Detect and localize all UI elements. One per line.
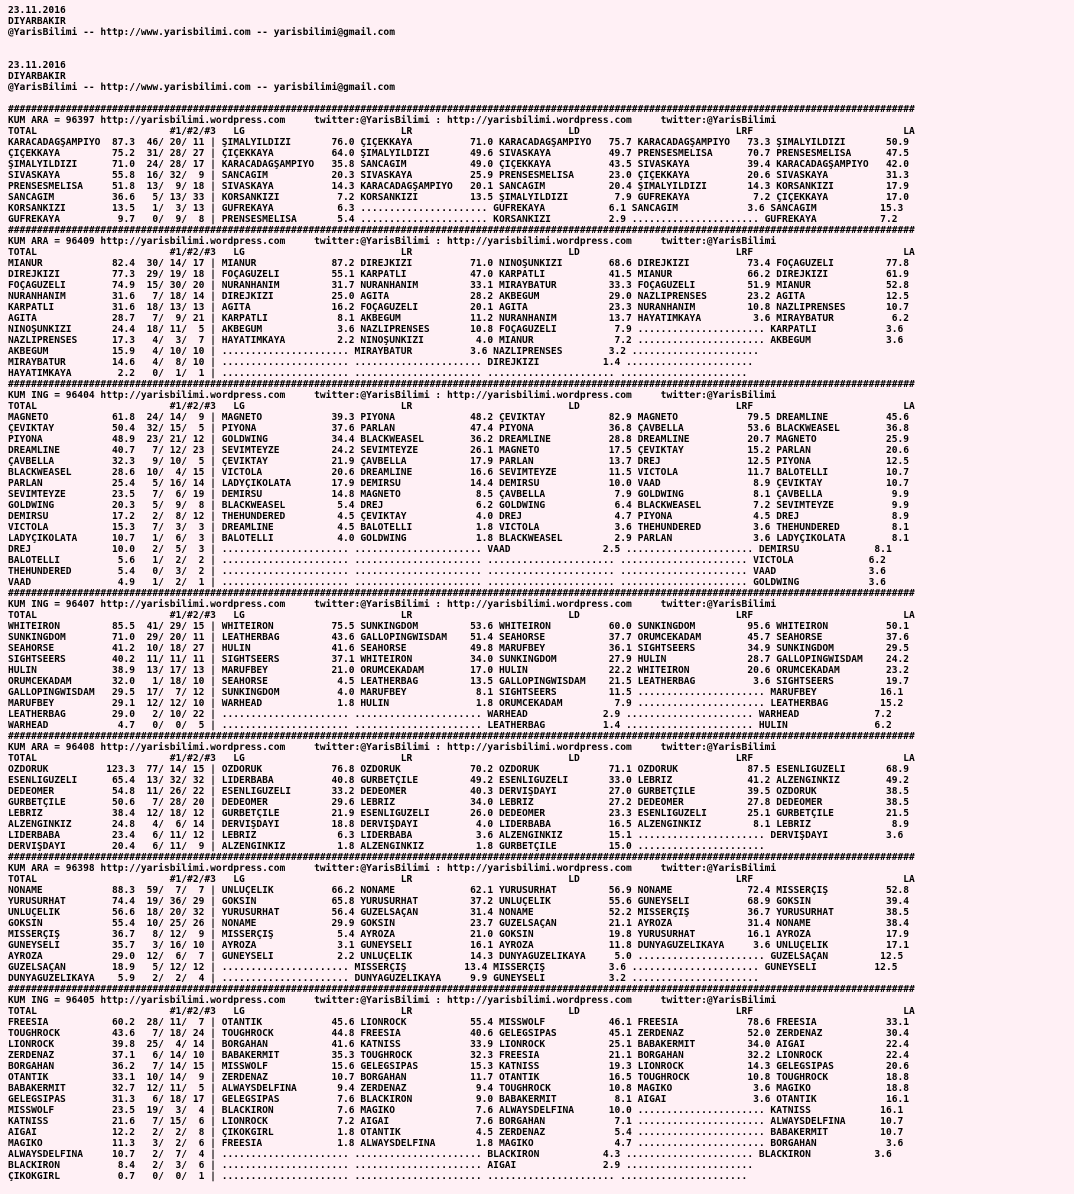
- table-row: AKBEGÜM 15.9 4/ 10/ 10 | ...................... MIRAYBATUR 3.6 NAZLIPRENSES 3.2 ......................: [8, 346, 759, 357]
- column-header: TOTAL #1/#2/#3 LG LR LD LRF LA: [8, 247, 915, 258]
- table-row: ÇEVİKTAY 50.4 32/ 15/ 5 | PIYONA 37.6 PARLAN 47.4 PIYONA 36.8 ÇAVBELLA 53.6 BLACKWEASEL 36.8: [8, 423, 910, 434]
- table-row: KARACADAĞŞAMPİYO 87.3 46/ 20/ 11 | ŞIMALYILDIZI 76.0 ÇİÇEKKAYA 71.0 KARACADAĞŞAMPİYO 75.7 KARACADAĞŞAMPİYO 73.3 ŞIMALYILDIZI 50.9: [8, 137, 910, 148]
- table-row: ÇİÇEKKAYA 75.2 31/ 28/ 27 | ÇİÇEKKAYA 64.0 ŞIMALYILDIZI 49.6 SIVASKAYA 49.7 PRENSESMELİSA 70.7 PRENSESMELİSA 47.5: [8, 148, 910, 159]
- table-row: ALZENGİNKIZ 24.8 4/ 6/ 14 | DERVİŞDAYI 18.8 DERVİŞDAYI 4.0 LİDERBABA 16.5 ALZENGİNKIZ 8.1 LEBRİZ 8.9: [8, 819, 910, 830]
- table-row: MAGNETO 61.8 24/ 14/ 9 | MAGNETO 39.3 PIYONA 48.2 ÇEVİKTAY 82.9 MAGNETO 79.5 DREAMLINE 45.6: [8, 412, 910, 423]
- table-row: ÇAVBELLA 32.3 9/ 10/ 5 | ÇEVİKTAY 21.9 ÇAVBELLA 17.9 PARLAN 13.7 DREJ 12.5 PIYONA 12.5: [8, 456, 910, 467]
- column-header: TOTAL #1/#2/#3 LG LR LD LRF LA: [8, 610, 915, 621]
- separator-line: #############################################################################################################################################################: [8, 588, 915, 599]
- table-row: HAYATIMKAYA 2.2 0/ 1/ 1 | ...................... ...................... ...................... ......................: [8, 368, 748, 379]
- race-title: KUM ARA = 96398 http://yarisbilimi.wordpress.com twitter:@YarisBilimi : http://yarisbilimi.wordpress.com twitter:@YarisBilimi: [8, 863, 777, 874]
- separator-line: #############################################################################################################################################################: [8, 379, 915, 390]
- table-row: PARLAN 25.4 5/ 16/ 14 | LADYÇİKOLATA 17.9 DEMİRSU 14.4 DEMİRSU 10.0 VAAD 8.9 ÇEVİKTAY 10.7: [8, 478, 910, 489]
- table-row: SANCAGIM 36.6 5/ 13/ 33 | KORSANKIZI 7.2 KORSANKIZI 13.5 ŞIMALYILDIZI 7.9 GUFREKAYA 7.2 ÇİÇEKKAYA 17.0: [8, 192, 910, 203]
- table-row: HULİN 38.9 13/ 17/ 13 | MARUFBEY 21.0 ÖRÜMCEKADAM 17.0 HULİN 22.2 WHITEIRON 20.6 ÖRÜMCEKADAM 23.2: [8, 665, 910, 676]
- table-row: SUNKINGDOM 71.0 29/ 20/ 11 | LEATHERBAG 43.6 GALLOPINGWISDAM 51.4 SEAHORSE 37.7 ÖRÜMCEKADAM 45.7 SEAHORSE 37.6: [8, 632, 910, 643]
- table-row: ÇİKOKGIRL 0.7 0/ 0/ 1 | ...................... ...................... ...................... ......................: [8, 1171, 748, 1182]
- table-row: GÜZELSAÇAN 18.9 5/ 12/ 12 | ...................... MİSSERÇİŞ 13.4 MİSSERÇİŞ 3.6 ...................... GÜNEYSELİ 12.5: [8, 962, 898, 973]
- table-row: MARUFBEY 29.1 12/ 12/ 10 | WARHEAD 1.8 HULİN 1.8 ÖRÜMCEKADAM 7.9 ...................... LEATHERBAG 15.2: [8, 698, 904, 709]
- table-row: AIGAI 12.2 2/ 2/ 8 | ÇİKOKGIRL 1.8 OTANTİK 4.5 ZERDENAZ 5.4 ...................... BABAKERMİT 10.7: [8, 1127, 904, 1138]
- table-row: LEATHERBAG 29.0 2/ 10/ 22 | ...................... ...................... WARHEAD 2.9 ...................... WARHEAD 7.2: [8, 709, 892, 720]
- race-table: [8, 379, 1074, 588]
- table-row: GALLOPINGWISDAM 29.5 17/ 7/ 12 | SUNKINGDOM 4.0 MARUFBEY 8.1 SIGHTSEERS 11.5 ...................... MARUFBEY 16.1: [8, 687, 904, 698]
- table-row: NAZLIPRENSES 17.3 4/ 3/ 7 | HAYATIMKAYA 2.2 NINOŞUNKIZI 4.0 MIANUR 7.2 ...................... AKBEGÜM 3.6: [8, 335, 904, 346]
- separator-line: #############################################################################################################################################################: [8, 731, 915, 742]
- table-row: TOUGHROCK 43.6 7/ 18/ 24 | TOUGHROCK 44.8 FREESIA 40.6 GELEGSIPAS 45.1 ZERDENAZ 52.0 ZERDENAZ 30.4: [8, 1028, 910, 1039]
- column-header: TOTAL #1/#2/#3 LG LR LD LRF LA: [8, 126, 915, 137]
- table-row: MISSWOLF 23.5 19/ 3/ 4 | BLACKIRON 7.6 MAGİKO 7.6 ALWAYSDELFİNA 10.0 ...................... KATNİSS 16.1: [8, 1105, 904, 1116]
- table-row: AGİTA 28.7 7/ 9/ 21 | KARPATLI 8.1 AKBEGÜM 11.2 NURANHANIM 13.7 HAYATIMKAYA 3.6 MIRAYBATUR 6.2: [8, 313, 910, 324]
- blank-line: [8, 38, 1074, 49]
- table-row: PRENSESMELİSA 51.8 13/ 9/ 18 | SIVASKAYA 14.3 KARACADAĞŞAMPİYO 20.1 SANCAGIM 20.4 ŞIMALYILDIZI 14.3 KORSANKIZI 17.9: [8, 181, 910, 192]
- table-row: GÜNEYSELİ 35.7 3/ 16/ 10 | AYROZA 3.1 GÜNEYSELİ 16.1 AYROZA 11.8 DÜNYAGÜZELİKAYA 3.6 ÜNLÜÇELİK 17.1: [8, 940, 910, 951]
- table-row: ALWAYSDELFİNA 10.7 2/ 7/ 4 | ...................... ...................... BLACKIRON 4.3 ...................... BLACKIRON 3.6: [8, 1149, 892, 1160]
- table-row: GOLDWING 20.3 5/ 9/ 8 | BLACKWEASEL 5.4 DREJ 6.2 GOLDWING 6.4 BLACKWEASEL 7.2 SEVİMTEYZE 9.9: [8, 500, 910, 511]
- race-title: KUM ING = 96405 http://yarisbilimi.wordpress.com twitter:@YarisBilimi : http://yarisbilimi.wordpress.com twitter:@YarisBilimi: [8, 995, 777, 1006]
- table-row: DREJ 10.0 2/ 5/ 3 | ...................... ...................... VAAD 2.5 ...................... DEMİRSU 8.1: [8, 544, 892, 555]
- table-row: VAAD 4.9 1/ 2/ 1 | ...................... ...................... ...................... ...................... GOLDWING 3.6: [8, 577, 886, 588]
- race-title: KUM ING = 96407 http://yarisbilimi.wordpress.com twitter:@YarisBilimi : http://yarisbilimi.wordpress.com twitter:@YarisBilimi: [8, 599, 777, 610]
- table-row: GURBETÇİLE 50.6 7/ 28/ 20 | DEDEÖMER 29.6 LEBRİZ 34.0 LEBRİZ 27.2 DEDEÖMER 27.8 DEDEÖMER 38.5: [8, 797, 910, 808]
- table-row: LIONROCK 39.8 25/ 4/ 14 | BORGAHAN 41.6 KATNİSS 33.9 LIONROCK 25.1 BABAKERMİT 34.0 AIGAI 22.4: [8, 1039, 910, 1050]
- column-header: TOTAL #1/#2/#3 LG LR LD LRF LA: [8, 1006, 915, 1017]
- table-row: MİSSERÇİŞ 36.7 8/ 12/ 9 | MİSSERÇİŞ 5.4 AYROZA 21.0 GOKSİN 19.8 YURUSURHAT 16.1 AYROZA 17.9: [8, 929, 910, 940]
- table-row: DERVİŞDAYI 20.4 6/ 11/ 9 | ALZENGİNKIZ 1.8 ALZENGİNKIZ 1.8 GURBETÇİLE 15.0 ......................: [8, 841, 765, 852]
- race-table: [8, 852, 1074, 984]
- table-row: VICTOLA 15.3 7/ 3/ 3 | DREAMLINE 4.5 BALOTELLI 1.8 VICTOLA 3.6 THEHUNDERED 3.6 THEHUNDERED 8.1: [8, 522, 910, 533]
- table-row: DREAMLINE 40.7 7/ 12/ 23 | SEVİMTEYZE 24.2 SEVİMTEYZE 26.1 MAGNETO 17.5 ÇEVİKTAY 15.2 PARLAN 20.6: [8, 445, 910, 456]
- table-row: SEVİMTEYZE 23.5 7/ 6/ 19 | DEMİRSU 14.8 MAGNETO 8.5 ÇAVBELLA 7.9 GOLDWING 8.1 ÇAVBELLA 9.9: [8, 489, 910, 500]
- table-row: THEHUNDERED 5.4 0/ 3/ 2 | ...................... ...................... ...................... ...................... VAAD 3.6: [8, 566, 886, 577]
- table-row: NINOŞUNKIZI 24.4 18/ 11/ 5 | AKBEGÜM 3.6 NAZLIPRENSES 10.8 FOÇAGÜZELİ 7.9 ...................... KARPATLI 3.6: [8, 324, 904, 335]
- column-header: TOTAL #1/#2/#3 LG LR LD LRF LA: [8, 874, 915, 885]
- table-row: BLACKWEASEL 28.6 10/ 4/ 15 | VICTOLA 20.6 DREAMLINE 16.6 SEVİMTEYZE 11.5 VICTOLA 11.7 BALOTELLI 10.7: [8, 467, 910, 478]
- table-row: DÜNYAGÜZELİKAYA 5.9 2/ 2/ 4 | ...................... DÜNYAGÜZELİKAYA 9.9 GÜNEYSELİ 3.2 ......................: [8, 973, 759, 984]
- race-tables: [8, 104, 1074, 1182]
- race-table: [8, 104, 1074, 225]
- table-row: GUFREKAYA 9.7 0/ 9/ 8 | PRENSESMELİSA 5.4 ...................... KORSANKIZI 2.9 ...................... GUFREKAYA 7.2: [8, 214, 898, 225]
- table-row: WARHEAD 4.7 0/ 0/ 5 | ...................... ...................... LEATHERBAG 1.4 ...................... HULİN 6.2: [8, 720, 892, 731]
- table-row: WHITEIRON 85.5 41/ 29/ 15 | WHITEIRON 75.5 SUNKINGDOM 53.6 WHITEIRON 60.0 SUNKINGDOM 95.6 WHITEIRON 50.1: [8, 621, 910, 632]
- table-row: BABAKERMİT 32.7 12/ 11/ 5 | ALWAYSDELFİNA 9.4 ZERDENAZ 9.4 TOUGHROCK 10.8 MAGİKO 3.6 MAGİKO 18.8: [8, 1083, 910, 1094]
- table-row: LEBRİZ 38.4 12/ 18/ 12 | GURBETÇİLE 21.9 ESENLİGÜZELİ 26.0 DEDEÖMER 23.3 ESENLİGÜZELİ 25.1 GURBETÇİLE 21.5: [8, 808, 910, 819]
- table-row: KORSANKIZI 13.5 1/ 3/ 13 | GUFREKAYA 6.3 ...................... GUFREKAYA 6.1 SANCAGIM 3.6 SANCAGIM 15.3: [8, 203, 904, 214]
- table-row: ESENLİGÜZELİ 65.4 13/ 32/ 32 | LİDERBABA 40.8 GURBETÇİLE 49.2 ESENLİGÜZELİ 33.0 LEBRİZ 41.2 ALZENGİNKIZ 49.2: [8, 775, 910, 786]
- race-table: [8, 588, 1074, 731]
- race-table: [8, 731, 1074, 852]
- table-row: PIYONA 48.9 23/ 21/ 12 | GOLDWING 34.4 BLACKWEASEL 36.2 DREAMLINE 28.8 DREAMLINE 20.7 MAGNETO 25.9: [8, 434, 910, 445]
- contact-line: @YarisBilimi -- http://www.yarisbilimi.com -- yarisbilimi@gmail.com: [8, 82, 395, 93]
- table-row: KARPATLI 31.6 18/ 13/ 13 | AGİTA 16.2 FOÇAGÜZELİ 20.1 AGİTA 23.3 NURANHANIM 10.8 NAZLIPRENSES 10.7: [8, 302, 910, 313]
- table-row: BLACKIRON 8.4 2/ 3/ 6 | ...................... ...................... AIGAI 2.9 ......................: [8, 1160, 754, 1171]
- table-row: NURANHANIM 31.6 7/ 18/ 14 | DIREJKIZI 25.0 AGİTA 28.2 AKBEGÜM 29.0 NAZLIPRENSES 23.2 AGİTA 12.5: [8, 291, 910, 302]
- table-row: MIANUR 82.4 30/ 14/ 17 | MIANUR 87.2 DIREJKIZI 71.0 NINOŞUNKIZI 68.6 DIREJKIZI 73.4 FOÇAGÜZELİ 77.8: [8, 258, 910, 269]
- table-row: SIGHTSEERS 40.2 11/ 11/ 11 | SIGHTSEERS 37.1 WHITEIRON 34.0 SUNKINGDOM 27.9 HULİN 28.7 GALLOPINGWISDAM 24.2: [8, 654, 910, 665]
- separator-line: #############################################################################################################################################################: [8, 225, 915, 236]
- separator-line: #############################################################################################################################################################: [8, 984, 915, 995]
- race-title: KUM ARA = 96397 http://yarisbilimi.wordpress.com twitter:@YarisBilimi : http://yarisbilimi.wordpress.com twitter:@YarisBilimi: [8, 115, 777, 126]
- table-row: GELEGSIPAS 31.3 6/ 18/ 17 | GELEGSIPAS 7.6 BLACKIRON 9.0 BABAKERMİT 8.1 AIGAI 3.6 OTANTİK 16.1: [8, 1094, 910, 1105]
- separator-line: #############################################################################################################################################################: [8, 104, 915, 115]
- column-header: TOTAL #1/#2/#3 LG LR LD LRF LA: [8, 753, 915, 764]
- table-row: MIRAYBATUR 14.6 4/ 8/ 10 | ...................... ...................... DIREJKIZI 1.4 ......................: [8, 357, 754, 368]
- separator-line: #############################################################################################################################################################: [8, 852, 915, 863]
- table-row: FREESIA 60.2 28/ 11/ 7 | OTANTİK 45.6 LIONROCK 55.4 MISSWOLF 46.1 FREESIA 78.6 FREESIA 33.1: [8, 1017, 910, 1028]
- race-table: [8, 984, 1074, 1182]
- table-row: BORGAHAN 36.2 7/ 14/ 15 | MISSWOLF 15.6 GELEGSIPAS 15.3 KATNİSS 19.3 LIONROCK 14.3 GELEGSIPAS 20.6: [8, 1061, 910, 1072]
- table-row: SIVASKAYA 55.8 16/ 32/ 9 | SANCAGIM 20.3 SIVASKAYA 25.9 PRENSESMELİSA 23.0 ÇİÇEKKAYA 20.6 SIVASKAYA 31.3: [8, 170, 910, 181]
- table-row: BALOTELLI 5.6 1/ 2/ 2 | ...................... ...................... ...................... ...................... VICTOLA 6.2: [8, 555, 886, 566]
- table-row: ÖRÜMCEKADAM 32.0 1/ 18/ 10 | SEAHORSE 4.5 LEATHERBAG 13.5 GALLOPINGWISDAM 21.5 LEATHERBAG 3.6 SIGHTSEERS 19.7: [8, 676, 910, 687]
- contact-line: @YarisBilimi -- http://www.yarisbilimi.com -- yarisbilimi@gmail.com: [8, 27, 395, 38]
- column-header: TOTAL #1/#2/#3 LG LR LD LRF LA: [8, 401, 915, 412]
- race-title: KUM ING = 96404 http://yarisbilimi.wordpress.com twitter:@YarisBilimi : http://yarisbilimi.wordpress.com twitter:@YarisBilimi: [8, 390, 777, 401]
- table-row: AYROZA 29.0 12/ 6/ 7 | GÜNEYSELİ 2.2 ÜNLÜÇELİK 14.3 DÜNYAGÜZELİKAYA 5.0 ...................... GÜZELSAÇAN 12.5: [8, 951, 904, 962]
- header-block-2: [8, 60, 1074, 93]
- table-row: DIREJKIZI 77.3 29/ 19/ 18 | FOÇAGÜZELİ 55.1 KARPATLI 47.0 KARPATLI 41.5 MIANUR 66.2 DIREJKIZI 61.9: [8, 269, 910, 280]
- table-row: NONAME 88.3 59/ 7/ 7 | ÜNLÜÇELİK 66.2 NONAME 62.1 YURUSURHAT 56.9 NONAME 72.4 MİSSERÇİŞ 52.8: [8, 885, 910, 896]
- table-row: ZERDENAZ 37.1 6/ 14/ 10 | BABAKERMİT 35.3 TOUGHROCK 32.3 FREESIA 21.1 BORGAHAN 32.2 LIONROCK 22.4: [8, 1050, 910, 1061]
- blank-line: [8, 49, 1074, 60]
- table-row: OTANTİK 33.1 10/ 14/ 9 | ZERDENAZ 10.7 BORGAHAN 11.7 OTANTİK 16.5 TOUGHROCK 10.8 TOUGHROCK 18.8: [8, 1072, 910, 1083]
- race-table: [8, 225, 1074, 379]
- table-row: LİDERBABA 23.4 6/ 11/ 12 | LEBRİZ 6.3 LİDERBABA 3.6 ALZENGİNKIZ 15.1 ...................... DERVİŞDAYI 3.6: [8, 830, 904, 841]
- table-row: KATNİSS 21.6 7/ 15/ 6 | LIONROCK 7.2 AIGAI 7.6 BORGAHAN 7.1 ...................... ALWAYSDELFİNA 10.7: [8, 1116, 904, 1127]
- table-row: GOKSİN 55.4 10/ 25/ 26 | NONAME 29.9 GOKSİN 23.7 GÜZELSAÇAN 21.1 AYROZA 31.4 NONAME 38.4: [8, 918, 910, 929]
- table-row: ŞIMALYILDIZI 71.0 24/ 28/ 17 | KARACADAĞŞAMPİYO 35.8 SANCAGIM 49.0 ÇİÇEKKAYA 43.5 SIVASKAYA 39.4 KARACADAĞŞAMPİYO 42.0: [8, 159, 910, 170]
- race-title: KUM ARA = 96409 http://yarisbilimi.wordpress.com twitter:@YarisBilimi : http://yarisbilimi.wordpress.com twitter:@YarisBilimi: [8, 236, 777, 247]
- race-title: KUM ARA = 96408 http://yarisbilimi.wordpress.com twitter:@YarisBilimi : http://yarisbilimi.wordpress.com twitter:@YarisBilimi: [8, 742, 777, 753]
- blank-line: [8, 93, 1074, 104]
- city-line: DIYARBAKIR: [8, 71, 66, 82]
- date-line: 23.11.2016: [8, 5, 66, 16]
- table-row: ÜNLÜÇELİK 56.6 18/ 20/ 32 | YURUSURHAT 56.4 GÜZELSAÇAN 31.4 NONAME 52.2 MİSSERÇİŞ 36.7 YURUSURHAT 38.5: [8, 907, 910, 918]
- city-line: DIYARBAKIR: [8, 16, 66, 27]
- table-row: ÖZDORUK 123.3 77/ 14/ 15 | ÖZDORUK 76.8 ÖZDORUK 70.2 ÖZDORUK 71.1 ÖZDORUK 87.5 ESENLİGÜZELİ 68.9: [8, 764, 910, 775]
- table-row: DEMİRSU 17.2 2/ 8/ 12 | THEHUNDERED 4.5 ÇEVİKTAY 4.0 DREJ 4.7 PIYONA 4.5 DREJ 8.9: [8, 511, 910, 522]
- table-row: MAGİKO 11.3 3/ 2/ 6 | FREESIA 1.8 ALWAYSDELFİNA 1.8 MAGİKO 4.7 ...................... BORGAHAN 3.6: [8, 1138, 904, 1149]
- table-row: SEAHORSE 41.2 10/ 18/ 27 | HULİN 41.6 SEAHORSE 49.8 MARUFBEY 36.1 SIGHTSEERS 34.9 SUNKINGDOM 29.5: [8, 643, 910, 654]
- table-row: YURUSURHAT 74.4 19/ 36/ 29 | GOKSİN 65.8 YURUSURHAT 37.2 ÜNLÜÇELİK 55.6 GÜNEYSELİ 68.9 GOKSİN 39.4: [8, 896, 910, 907]
- table-row: DEDEÖMER 54.8 11/ 26/ 22 | ESENLİGÜZELİ 33.2 DEDEÖMER 40.3 DERVİŞDAYI 27.0 GURBETÇİLE 39.5 ÖZDORUK 38.5: [8, 786, 910, 797]
- table-row: LADYÇİKOLATA 10.7 1/ 6/ 3 | BALOTELLI 4.0 GOLDWING 1.8 BLACKWEASEL 2.9 PARLAN 3.6 LADYÇİKOLATA 8.1: [8, 533, 910, 544]
- header-block-1: [8, 5, 1074, 38]
- date-line: 23.11.2016: [8, 60, 66, 71]
- table-row: FOÇAGÜZELİ 74.9 15/ 30/ 20 | NURANHANIM 31.7 NURANHANIM 33.1 MIRAYBATUR 33.3 FOÇAGÜZELİ 51.9 MIANUR 52.8: [8, 280, 910, 291]
